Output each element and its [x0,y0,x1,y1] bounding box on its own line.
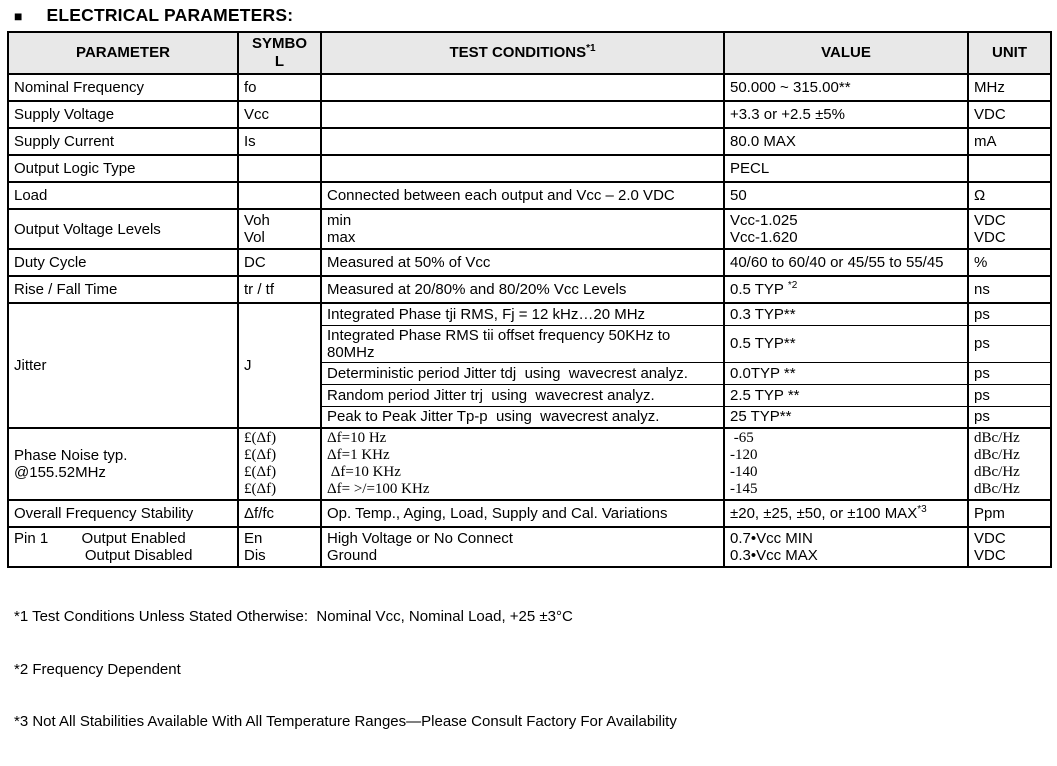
footnote-2: *2 Frequency Dependent [14,660,181,678]
cell-symbol: J [238,303,321,428]
cell-symbol [238,155,321,182]
cell-parameter: Pin 1 Output Enabled Output Disabled [8,527,238,567]
cell-value: 40/60 to 60/40 or 45/55 to 55/45 [724,249,968,276]
cell-value [724,500,968,527]
header-parameter: PARAMETER [8,32,238,74]
cell-unit: dBc/Hz dBc/Hz dBc/Hz dBc/Hz [968,428,1051,500]
header-row [8,32,1051,74]
table-row [8,128,1051,155]
cell-test-conditions: Deterministic period Jitter tdj using wavecrest analyz. [321,362,724,384]
cell-value: 0.0TYP ** [724,362,968,384]
cell-parameter: Duty Cycle [8,249,238,276]
cell-value-text: ±20, ±25, ±50, or ±100 MAX [730,505,918,522]
cell-unit: ps [968,384,1051,406]
cell-symbol: Vcc [238,101,321,128]
header-value: VALUE [724,32,968,74]
cell-unit: ps [968,406,1051,428]
cell-test-conditions: Peak to Peak Jitter Tp-p using wavecrest analyz. [321,406,724,428]
cell-test-conditions: Integrated Phase tji RMS, Fj = 12 kHz…20 MHz [321,303,724,325]
cell-test-conditions: High Voltage or No Connect Ground [321,527,724,567]
cell-unit: ps [968,303,1051,325]
table-row [8,276,1051,303]
table-row [8,74,1051,101]
cell-parameter: Supply Current [8,128,238,155]
table-row [8,527,1051,567]
cell-unit: Ω [968,182,1051,209]
cell-value-text: 0.5 TYP [730,281,788,298]
cell-symbol: Voh Vol [238,209,321,249]
cell-symbol: En Dis [238,527,321,567]
cell-parameter: Nominal Frequency [8,74,238,101]
cell-value: 0.7•Vcc MIN 0.3•Vcc MAX [724,527,968,567]
table-row-jitter [8,303,1051,325]
cell-unit: ns [968,276,1051,303]
cell-value: +3.3 or +2.5 ±5% [724,101,968,128]
footnote-3: *3 Not All Stabilities Available With All Temperature Ranges—Please Consult Factory For Availability [14,713,677,730]
cell-unit: ps [968,325,1051,362]
cell-unit [968,155,1051,182]
footnotes [7,568,1050,766]
section-title [7,3,1050,31]
cell-parameter: Load [8,182,238,209]
cell-value: 25 TYP** [724,406,968,428]
electrical-parameters-table [7,31,1052,568]
cell-test-conditions: Integrated Phase RMS tii offset frequency 50KHz to 80MHz [321,325,724,362]
cell-symbol: Δf/fc [238,500,321,527]
cell-unit: MHz [968,74,1051,101]
cell-test-conditions [321,128,724,155]
cell-unit: VDC [968,101,1051,128]
cell-test-conditions [321,155,724,182]
cell-value-footref: *3 [917,504,927,515]
cell-value [724,276,968,303]
cell-unit: % [968,249,1051,276]
cell-parameter: Rise / Fall Time [8,276,238,303]
table-row [8,155,1051,182]
table-row [8,209,1051,249]
cell-symbol: £(Δf) £(Δf) £(Δf) £(Δf) [238,428,321,500]
cell-test-conditions: Random period Jitter trj using wavecrest analyz. [321,384,724,406]
cell-unit: mA [968,128,1051,155]
footnote-1: *1 Test Conditions Unless Stated Otherwise: Nominal Vcc, Nominal Load, +25 ±3°C [14,608,573,625]
cell-value: 50 [724,182,968,209]
cell-unit: ps [968,362,1051,384]
cell-value: Vcc-1.025 Vcc-1.620 [724,209,968,249]
table-row [8,182,1051,209]
cell-value: 80.0 MAX [724,128,968,155]
cell-unit: Ppm [968,500,1051,527]
header-symbol: SYMBO L [238,32,321,74]
header-unit: UNIT [968,32,1051,74]
cell-parameter: Overall Frequency Stability [8,500,238,527]
header-test-conditions [321,32,724,74]
table-row [8,249,1051,276]
cell-parameter: Phase Noise typ. @155.52MHz [8,428,238,500]
cell-symbol: Is [238,128,321,155]
cell-value: 0.5 TYP** [724,325,968,362]
cell-unit: VDC VDC [968,527,1051,567]
cell-value: PECL [724,155,968,182]
cell-symbol [238,182,321,209]
cell-test-conditions: Op. Temp., Aging, Load, Supply and Cal. Variations [321,500,724,527]
cell-symbol: tr / tf [238,276,321,303]
cell-test-conditions: min max [321,209,724,249]
header-test-conditions-footref: *1 [586,43,596,54]
section-title-text: ELECTRICAL PARAMETERS: [46,5,294,25]
cell-value: 50.000 ~ 315.00** [724,74,968,101]
cell-unit: VDC VDC [968,209,1051,249]
cell-parameter: Supply Voltage [8,101,238,128]
cell-symbol: fo [238,74,321,101]
section-bullet-icon: ■ [14,7,23,24]
cell-value: 2.5 TYP ** [724,384,968,406]
cell-parameter: Jitter [8,303,238,428]
header-test-conditions-text: TEST CONDITIONS [449,44,587,61]
cell-test-conditions [321,101,724,128]
cell-parameter: Output Voltage Levels [8,209,238,249]
cell-value: -65 -120 -140 -145 [724,428,968,500]
cell-test-conditions: Measured at 50% of Vcc [321,249,724,276]
table-row-phase-noise [8,428,1051,500]
cell-symbol: DC [238,249,321,276]
cell-parameter: Output Logic Type [8,155,238,182]
cell-value: 0.3 TYP** [724,303,968,325]
cell-value-footref: *2 [787,280,798,291]
table-row [8,500,1051,527]
cell-test-conditions: Connected between each output and Vcc – 2.0 VDC [321,182,724,209]
cell-test-conditions [321,74,724,101]
cell-test-conditions: Measured at 20/80% and 80/20% Vcc Levels [321,276,724,303]
table-row [8,101,1051,128]
cell-test-conditions: Δf=10 Hz Δf=1 KHz Δf=10 KHz Δf= >/=100 KHz [321,428,724,500]
